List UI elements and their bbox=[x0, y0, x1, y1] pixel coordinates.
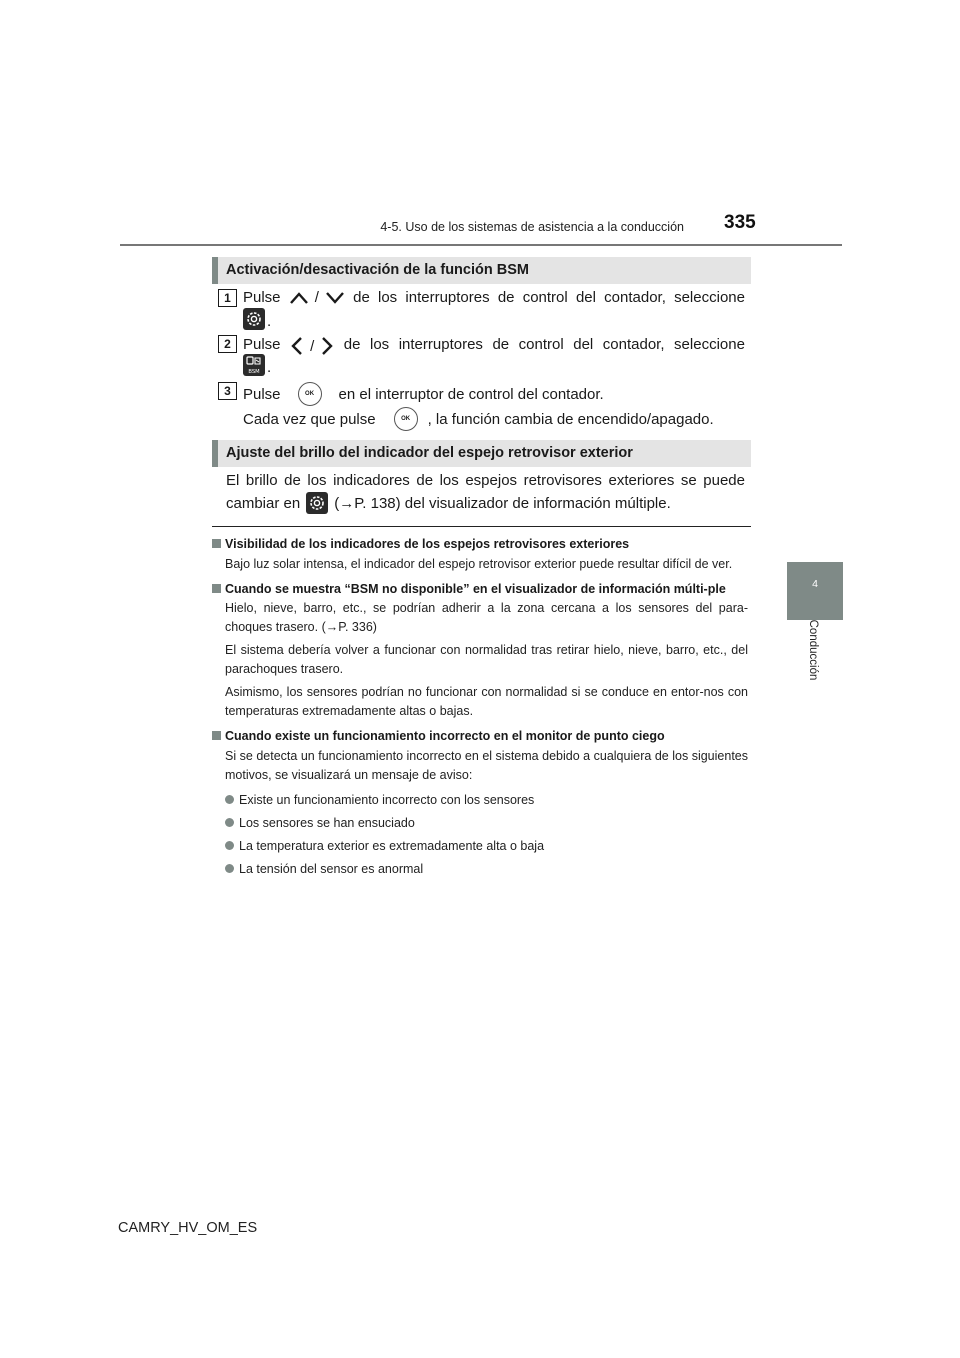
step-number-3: 3 bbox=[218, 382, 237, 400]
bsm-mirror-icon bbox=[243, 354, 265, 376]
chapter-number: 4 bbox=[812, 578, 818, 590]
round-bullet-icon bbox=[225, 818, 234, 827]
chevron-right-icon bbox=[320, 336, 334, 356]
step-1-line1 bbox=[243, 289, 745, 306]
round-bullet-icon bbox=[225, 795, 234, 804]
notes-divider bbox=[212, 526, 751, 527]
word: espejos bbox=[465, 472, 518, 489]
list-item bbox=[225, 791, 748, 810]
word: puede bbox=[703, 472, 745, 489]
bsm-icon-label: BSM bbox=[248, 369, 260, 375]
step-2-slash: / bbox=[310, 337, 315, 355]
step-3-sub-after: , la función cambia de encendido/apagado. bbox=[427, 410, 714, 428]
step-number-1: 1 bbox=[218, 289, 237, 307]
note-paragraph: Bajo luz solar intensa, el indicador del espejo retrovisor exterior puede resultar difícil de ver. bbox=[225, 557, 733, 571]
chevron-left-icon bbox=[290, 336, 304, 356]
square-bullet-icon bbox=[212, 731, 221, 740]
step-number-2: 2 bbox=[218, 335, 237, 353]
word: del bbox=[573, 336, 594, 353]
word: de bbox=[284, 472, 301, 489]
word: de bbox=[343, 336, 361, 353]
note-title-text: Visibilidad de los indicadores de los espejos retrovisores exteriores bbox=[225, 537, 630, 551]
word: control bbox=[522, 289, 568, 306]
step-1-line2 bbox=[243, 308, 271, 330]
step-3-pulse: Pulse bbox=[243, 385, 281, 403]
page-number: 335 bbox=[724, 212, 756, 233]
list-item bbox=[225, 860, 748, 879]
word: de bbox=[353, 289, 370, 306]
ok-button-icon: OK bbox=[394, 407, 418, 431]
word: seleccione bbox=[674, 336, 745, 353]
step-2-period: . bbox=[267, 359, 272, 376]
section-header-bsm-title: Activación/desactivación de la función BSM bbox=[226, 262, 529, 278]
list-item bbox=[225, 837, 748, 856]
step-2-arrows bbox=[290, 336, 334, 356]
step-1-pulse: Pulse bbox=[243, 289, 281, 306]
brightness-line2 bbox=[226, 492, 671, 514]
settings-gear-icon bbox=[243, 308, 265, 330]
word: El bbox=[226, 472, 240, 489]
section-heading: 4-5. Uso de los sistemas de asistencia a la conducción bbox=[380, 220, 684, 234]
word: los bbox=[439, 472, 459, 489]
word: de bbox=[497, 289, 515, 306]
step-1-slash: / bbox=[314, 289, 319, 306]
word: brillo bbox=[245, 472, 278, 489]
section-header-brightness-title: Ajuste del brillo del indicador del espejo retrovisor exterior bbox=[226, 445, 633, 461]
chapter-title: Conducción bbox=[807, 619, 819, 681]
round-bullet-icon bbox=[225, 864, 234, 873]
note-paragraph: El sistema debería volver a funcionar con normalidad tras retirar hielo, nieve, barro, etc., del parachoques trasero. bbox=[225, 643, 748, 676]
note-paragraph: Hielo, nieve, barro, etc., se podrían adherir a la zona cercana a los sensores del para-choques trasero. (→P. 336) bbox=[225, 601, 748, 634]
step-3-subline bbox=[243, 407, 714, 431]
section-header-brightness bbox=[212, 440, 751, 467]
word: del bbox=[575, 289, 596, 306]
word: de bbox=[416, 472, 434, 489]
brightness-line1 bbox=[226, 472, 745, 489]
step-2-line1 bbox=[243, 336, 745, 356]
document-code: CAMRY_HV_OM_ES bbox=[118, 1220, 258, 1236]
word: de bbox=[492, 336, 510, 353]
word: control bbox=[518, 336, 564, 353]
brightness-after: (→P. 138) del visualizador de información múltiple. bbox=[334, 494, 671, 512]
notes-block bbox=[212, 537, 748, 879]
word: exteriores bbox=[608, 472, 675, 489]
note-title-text: Cuando existe un funcionamiento incorrecto en el monitor de punto ciego bbox=[225, 729, 665, 743]
note-paragraph: Asimismo, los sensores podrían no funcionar con normalidad si se conduce en entor-nos con temperaturas extremadamente altas o bajas. bbox=[225, 685, 748, 718]
word: los bbox=[378, 289, 398, 306]
square-bullet-icon bbox=[212, 584, 221, 593]
word: contador, bbox=[602, 336, 665, 353]
settings-gear-icon bbox=[306, 492, 328, 514]
note-title-visibility bbox=[212, 537, 748, 551]
round-bullet-icon bbox=[225, 841, 234, 850]
chevron-up-icon bbox=[289, 291, 309, 305]
word: indicadores bbox=[333, 472, 410, 489]
step-2-line2 bbox=[243, 354, 271, 376]
square-bullet-icon bbox=[212, 539, 221, 548]
word: contador, bbox=[604, 289, 666, 306]
step-3-line1 bbox=[243, 382, 604, 406]
step-3-sub-before: Cada vez que pulse bbox=[243, 410, 376, 428]
word: interruptores bbox=[398, 336, 483, 353]
note-paragraph: Si se detecta un funcionamiento incorrecto en el sistema debido a cualquiera de los siguientes motivos, se visualizará un mensaje de aviso: bbox=[225, 749, 748, 782]
word: se bbox=[680, 472, 697, 489]
step-2-pulse: Pulse bbox=[243, 336, 281, 353]
section-header-bsm bbox=[212, 257, 751, 284]
word: seleccione bbox=[674, 289, 745, 306]
ok-button-icon: OK bbox=[298, 382, 322, 406]
word: los bbox=[369, 336, 390, 353]
step-3-text: en el interruptor de control del contador. bbox=[338, 385, 604, 403]
list-item-text: La temperatura exterior es extremadamente alta o baja bbox=[239, 839, 545, 853]
header-rule bbox=[120, 244, 842, 246]
word: interruptores bbox=[405, 289, 490, 306]
note-title-unavailable bbox=[212, 582, 748, 596]
word: los bbox=[307, 472, 327, 489]
step-1-arrows bbox=[289, 289, 345, 306]
brightness-before: cambiar en bbox=[226, 494, 301, 512]
note-title-malfunction bbox=[212, 729, 748, 743]
list-item-text: Existe un funcionamiento incorrecto con los sensores bbox=[239, 793, 535, 807]
list-item-text: La tensión del sensor es anormal bbox=[239, 862, 424, 876]
list-item-text: Los sensores se han ensuciado bbox=[239, 816, 415, 830]
word: retrovisores bbox=[523, 472, 602, 489]
list-item bbox=[225, 814, 748, 833]
chevron-down-icon bbox=[325, 291, 345, 305]
step-1-period: . bbox=[267, 313, 272, 330]
note-title-text: Cuando se muestra “BSM no disponible” en el visualizador de información múlti-ple bbox=[225, 582, 726, 596]
